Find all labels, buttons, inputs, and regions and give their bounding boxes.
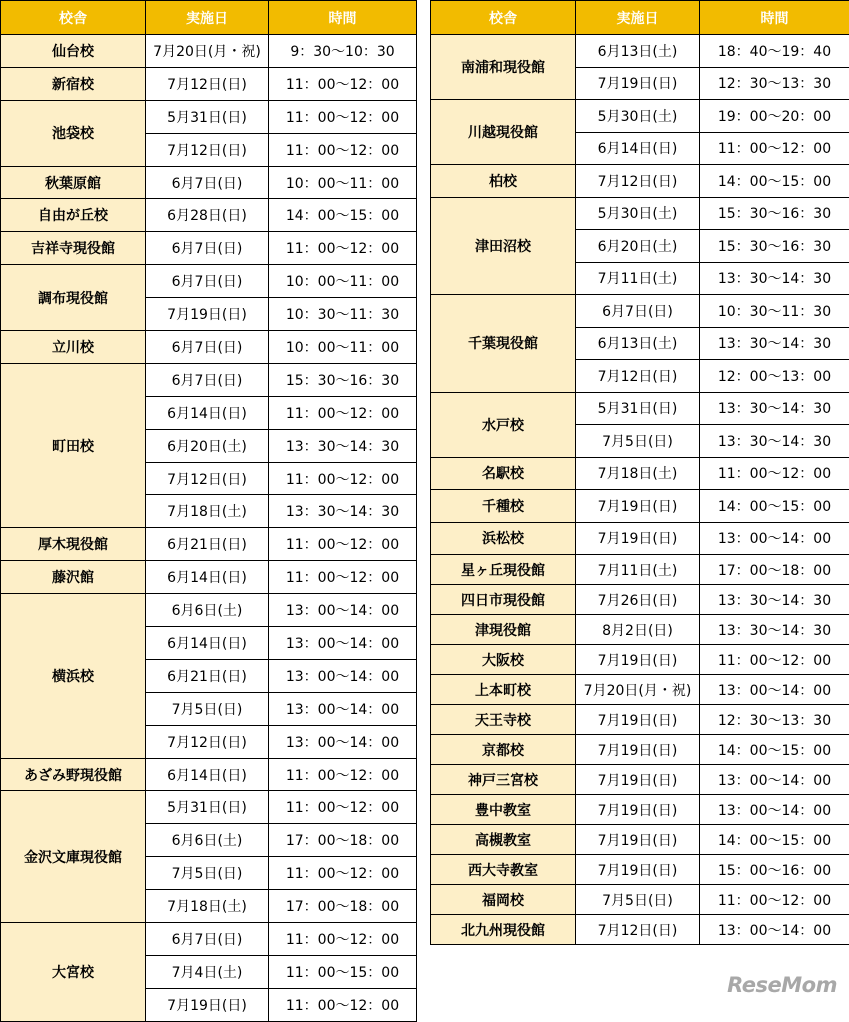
school-name-cell: 津現役館 bbox=[431, 615, 576, 645]
table-row bbox=[431, 915, 849, 945]
date-cell: 5月31日(日) bbox=[146, 791, 269, 824]
school-name-cell: 西大寺教室 bbox=[431, 855, 576, 885]
time-cell: 12：00～13：00 bbox=[700, 360, 849, 393]
table-row bbox=[1, 923, 417, 956]
date-cell: 6月7日(日) bbox=[146, 265, 269, 298]
time-cell: 11：00～12：00 bbox=[269, 561, 417, 594]
school-name-cell: 神戸三宮校 bbox=[431, 765, 576, 795]
date-cell: 6月21日(日) bbox=[146, 659, 269, 692]
school-name-cell: 町田校 bbox=[1, 363, 146, 527]
table-row bbox=[431, 522, 849, 555]
time-cell: 10：30～11：30 bbox=[700, 295, 849, 328]
date-cell: 7月19日(日) bbox=[576, 765, 700, 795]
date-cell: 7月19日(日) bbox=[576, 705, 700, 735]
school-name-cell: 千葉現役館 bbox=[431, 295, 576, 393]
date-cell: 6月13日(土) bbox=[576, 327, 700, 360]
time-cell: 11：00～12：00 bbox=[269, 396, 417, 429]
table-row bbox=[1, 791, 417, 824]
table-row bbox=[431, 555, 849, 585]
date-cell: 7月5日(日) bbox=[146, 692, 269, 725]
school-name-cell: 川越現役館 bbox=[431, 100, 576, 165]
time-cell: 13：00～14：00 bbox=[269, 725, 417, 758]
header-time: 時間 bbox=[269, 1, 417, 35]
school-name-cell: 立川校 bbox=[1, 331, 146, 364]
time-cell: 15：30～16：30 bbox=[700, 230, 849, 263]
table-row bbox=[1, 100, 417, 133]
date-cell: 5月31日(日) bbox=[576, 392, 700, 425]
table-row bbox=[431, 197, 849, 230]
date-cell: 5月31日(日) bbox=[146, 100, 269, 133]
time-cell: 15：00～16：00 bbox=[700, 855, 849, 885]
date-cell: 6月14日(日) bbox=[146, 561, 269, 594]
date-cell: 6月14日(日) bbox=[146, 627, 269, 660]
header-school: 校舎 bbox=[431, 1, 576, 35]
time-cell: 14：00～15：00 bbox=[700, 825, 849, 855]
time-cell: 18：40～19：40 bbox=[700, 35, 849, 68]
date-cell: 6月7日(日) bbox=[146, 923, 269, 956]
table-row bbox=[431, 645, 849, 675]
table-row bbox=[431, 165, 849, 198]
date-cell: 7月18日(土) bbox=[576, 457, 700, 490]
school-name-cell: 大阪校 bbox=[431, 645, 576, 675]
time-cell: 13：00～14：00 bbox=[269, 594, 417, 627]
date-cell: 7月19日(日) bbox=[576, 645, 700, 675]
time-cell: 11：00～12：00 bbox=[269, 232, 417, 265]
time-cell: 11：00～12：00 bbox=[269, 758, 417, 791]
date-cell: 6月14日(日) bbox=[576, 132, 700, 165]
school-name-cell: 新宿校 bbox=[1, 67, 146, 100]
school-name-cell: 浜松校 bbox=[431, 522, 576, 555]
table-row bbox=[1, 528, 417, 561]
school-name-cell: 千種校 bbox=[431, 490, 576, 523]
time-cell: 11：00～12：00 bbox=[269, 133, 417, 166]
time-cell: 14：00～15：00 bbox=[700, 165, 849, 198]
schedule-table-right bbox=[430, 0, 849, 945]
time-cell: 10：00～11：00 bbox=[269, 265, 417, 298]
date-cell: 7月5日(日) bbox=[576, 425, 700, 458]
school-name-cell: 福岡校 bbox=[431, 885, 576, 915]
date-cell: 6月6日(土) bbox=[146, 594, 269, 627]
date-cell: 7月19日(日) bbox=[576, 522, 700, 555]
school-name-cell: 北九州現役館 bbox=[431, 915, 576, 945]
school-name-cell: 柏校 bbox=[431, 165, 576, 198]
header-row bbox=[431, 1, 849, 35]
time-cell: 13：30～14：30 bbox=[700, 392, 849, 425]
time-cell: 11：00～12：00 bbox=[700, 645, 849, 675]
school-name-cell: 大宮校 bbox=[1, 923, 146, 1022]
school-name-cell: 天王寺校 bbox=[431, 705, 576, 735]
time-cell: 12：30～13：30 bbox=[700, 67, 849, 100]
time-cell: 13：00～14：00 bbox=[700, 915, 849, 945]
date-cell: 7月18日(土) bbox=[146, 495, 269, 528]
date-cell: 7月19日(日) bbox=[576, 67, 700, 100]
table-row bbox=[1, 363, 417, 396]
time-cell: 13：00～14：00 bbox=[700, 675, 849, 705]
time-cell: 11：00～12：00 bbox=[269, 67, 417, 100]
table-row bbox=[431, 615, 849, 645]
table-row bbox=[431, 855, 849, 885]
date-cell: 7月19日(日) bbox=[146, 298, 269, 331]
school-name-cell: 南浦和現役館 bbox=[431, 35, 576, 100]
school-name-cell: 星ヶ丘現役館 bbox=[431, 555, 576, 585]
school-name-cell: 仙台校 bbox=[1, 35, 146, 68]
date-cell: 7月12日(日) bbox=[146, 67, 269, 100]
date-cell: 7月12日(日) bbox=[576, 915, 700, 945]
time-cell: 11：00～12：00 bbox=[269, 857, 417, 890]
date-cell: 7月12日(日) bbox=[576, 165, 700, 198]
time-cell: 11：00～12：00 bbox=[700, 132, 849, 165]
table-row bbox=[1, 199, 417, 232]
resemom-logo: ReseMom bbox=[727, 973, 837, 997]
date-cell: 7月5日(日) bbox=[146, 857, 269, 890]
table-row bbox=[1, 331, 417, 364]
school-name-cell: 水戸校 bbox=[431, 392, 576, 457]
time-cell: 19：00～20：00 bbox=[700, 100, 849, 133]
time-cell: 10：00～11：00 bbox=[269, 166, 417, 199]
date-cell: 7月26日(日) bbox=[576, 585, 700, 615]
time-cell: 15：30～16：30 bbox=[700, 197, 849, 230]
time-cell: 13：00～14：00 bbox=[269, 627, 417, 660]
school-name-cell: 金沢文庫現役館 bbox=[1, 791, 146, 923]
date-cell: 6月7日(日) bbox=[146, 232, 269, 265]
date-cell: 7月12日(日) bbox=[576, 360, 700, 393]
table-row bbox=[1, 35, 417, 68]
date-cell: 7月11日(土) bbox=[576, 555, 700, 585]
date-cell: 7月4日(土) bbox=[146, 955, 269, 988]
table-row bbox=[431, 35, 849, 68]
date-cell: 7月12日(日) bbox=[146, 133, 269, 166]
table-row bbox=[431, 100, 849, 133]
date-cell: 6月20日(土) bbox=[146, 429, 269, 462]
time-cell: 13：30～14：30 bbox=[700, 585, 849, 615]
date-cell: 7月5日(日) bbox=[576, 885, 700, 915]
header-date: 実施日 bbox=[576, 1, 700, 35]
date-cell: 6月7日(日) bbox=[146, 363, 269, 396]
school-name-cell: 秋葉原館 bbox=[1, 166, 146, 199]
time-cell: 10：30～11：30 bbox=[269, 298, 417, 331]
date-cell: 6月20日(土) bbox=[576, 230, 700, 263]
table-row bbox=[431, 490, 849, 523]
time-cell: 17：00～18：00 bbox=[269, 824, 417, 857]
time-cell: 13：30～14：30 bbox=[700, 262, 849, 295]
table-row bbox=[431, 765, 849, 795]
table-row bbox=[431, 705, 849, 735]
date-cell: 7月18日(土) bbox=[146, 890, 269, 923]
date-cell: 6月13日(土) bbox=[576, 35, 700, 68]
date-cell: 6月28日(日) bbox=[146, 199, 269, 232]
table-row bbox=[431, 457, 849, 490]
time-cell: 17：00～18：00 bbox=[269, 890, 417, 923]
date-cell: 6月7日(日) bbox=[576, 295, 700, 328]
date-cell: 6月14日(日) bbox=[146, 758, 269, 791]
table-row bbox=[431, 885, 849, 915]
date-cell: 6月7日(日) bbox=[146, 331, 269, 364]
time-cell: 13：30～14：30 bbox=[700, 327, 849, 360]
time-cell: 11：00～12：00 bbox=[700, 457, 849, 490]
header-time: 時間 bbox=[700, 1, 849, 35]
time-cell: 11：00～12：00 bbox=[269, 528, 417, 561]
time-cell: 10：00～11：00 bbox=[269, 331, 417, 364]
school-name-cell: 四日市現役館 bbox=[431, 585, 576, 615]
time-cell: 13：30～14：30 bbox=[700, 615, 849, 645]
date-cell: 7月19日(日) bbox=[146, 988, 269, 1021]
time-cell: 11：00～15：00 bbox=[269, 955, 417, 988]
time-cell: 12：30～13：30 bbox=[700, 705, 849, 735]
header-school: 校舎 bbox=[1, 1, 146, 35]
table-row bbox=[431, 675, 849, 705]
table-row bbox=[1, 265, 417, 298]
school-name-cell: 自由が丘校 bbox=[1, 199, 146, 232]
school-name-cell: 豊中教室 bbox=[431, 795, 576, 825]
school-name-cell: 吉祥寺現役館 bbox=[1, 232, 146, 265]
time-cell: 11：00～12：00 bbox=[269, 791, 417, 824]
date-cell: 7月20日(月・祝) bbox=[146, 35, 269, 68]
school-name-cell: 厚木現役館 bbox=[1, 528, 146, 561]
date-cell: 7月19日(日) bbox=[576, 825, 700, 855]
school-name-cell: 上本町校 bbox=[431, 675, 576, 705]
date-cell: 5月30日(土) bbox=[576, 197, 700, 230]
school-name-cell: 京都校 bbox=[431, 735, 576, 765]
time-cell: 13：00～14：00 bbox=[269, 692, 417, 725]
time-cell: 13：00～14：00 bbox=[700, 522, 849, 555]
table-row bbox=[431, 392, 849, 425]
time-cell: 13：30～14：30 bbox=[700, 425, 849, 458]
time-cell: 13：00～14：00 bbox=[700, 765, 849, 795]
table-row bbox=[1, 67, 417, 100]
date-cell: 7月12日(日) bbox=[146, 462, 269, 495]
time-cell: 13：00～14：00 bbox=[700, 795, 849, 825]
time-cell: 17：00～18：00 bbox=[700, 555, 849, 585]
table-row bbox=[1, 594, 417, 627]
school-name-cell: 池袋校 bbox=[1, 100, 146, 166]
header-date: 実施日 bbox=[146, 1, 269, 35]
table-row bbox=[1, 758, 417, 791]
time-cell: 11：00～12：00 bbox=[269, 100, 417, 133]
schedule-table-left bbox=[0, 0, 417, 1022]
time-cell: 11：00～12：00 bbox=[269, 462, 417, 495]
school-name-cell: あざみ野現役館 bbox=[1, 758, 146, 791]
table-row bbox=[1, 166, 417, 199]
time-cell: 13：30～14：30 bbox=[269, 429, 417, 462]
table-row bbox=[431, 585, 849, 615]
time-cell: 14：00～15：00 bbox=[700, 490, 849, 523]
date-cell: 6月7日(日) bbox=[146, 166, 269, 199]
date-cell: 5月30日(土) bbox=[576, 100, 700, 133]
date-cell: 6月21日(日) bbox=[146, 528, 269, 561]
time-cell: 11：00～12：00 bbox=[269, 988, 417, 1021]
school-name-cell: 藤沢館 bbox=[1, 561, 146, 594]
school-name-cell: 津田沼校 bbox=[431, 197, 576, 295]
time-cell: 14：00～15：00 bbox=[700, 735, 849, 765]
date-cell: 7月19日(日) bbox=[576, 795, 700, 825]
time-cell: 15：30～16：30 bbox=[269, 363, 417, 396]
time-cell: 9：30～10：30 bbox=[269, 35, 417, 68]
date-cell: 7月12日(日) bbox=[146, 725, 269, 758]
table-row bbox=[431, 795, 849, 825]
time-cell: 14：00～15：00 bbox=[269, 199, 417, 232]
school-name-cell: 調布現役館 bbox=[1, 265, 146, 331]
date-cell: 7月19日(日) bbox=[576, 490, 700, 523]
table-row bbox=[1, 561, 417, 594]
school-name-cell: 横浜校 bbox=[1, 594, 146, 758]
time-cell: 11：00～12：00 bbox=[700, 885, 849, 915]
date-cell: 7月20日(月・祝) bbox=[576, 675, 700, 705]
table-row bbox=[431, 735, 849, 765]
date-cell: 7月19日(日) bbox=[576, 855, 700, 885]
time-cell: 13：30～14：30 bbox=[269, 495, 417, 528]
date-cell: 6月14日(日) bbox=[146, 396, 269, 429]
table-row bbox=[431, 825, 849, 855]
table-row bbox=[431, 295, 849, 328]
date-cell: 7月11日(土) bbox=[576, 262, 700, 295]
table-row bbox=[1, 232, 417, 265]
school-name-cell: 高槻教室 bbox=[431, 825, 576, 855]
time-cell: 11：00～12：00 bbox=[269, 923, 417, 956]
school-name-cell: 名駅校 bbox=[431, 457, 576, 490]
header-row bbox=[1, 1, 417, 35]
date-cell: 7月19日(日) bbox=[576, 735, 700, 765]
date-cell: 6月6日(土) bbox=[146, 824, 269, 857]
time-cell: 13：00～14：00 bbox=[269, 659, 417, 692]
date-cell: 8月2日(日) bbox=[576, 615, 700, 645]
